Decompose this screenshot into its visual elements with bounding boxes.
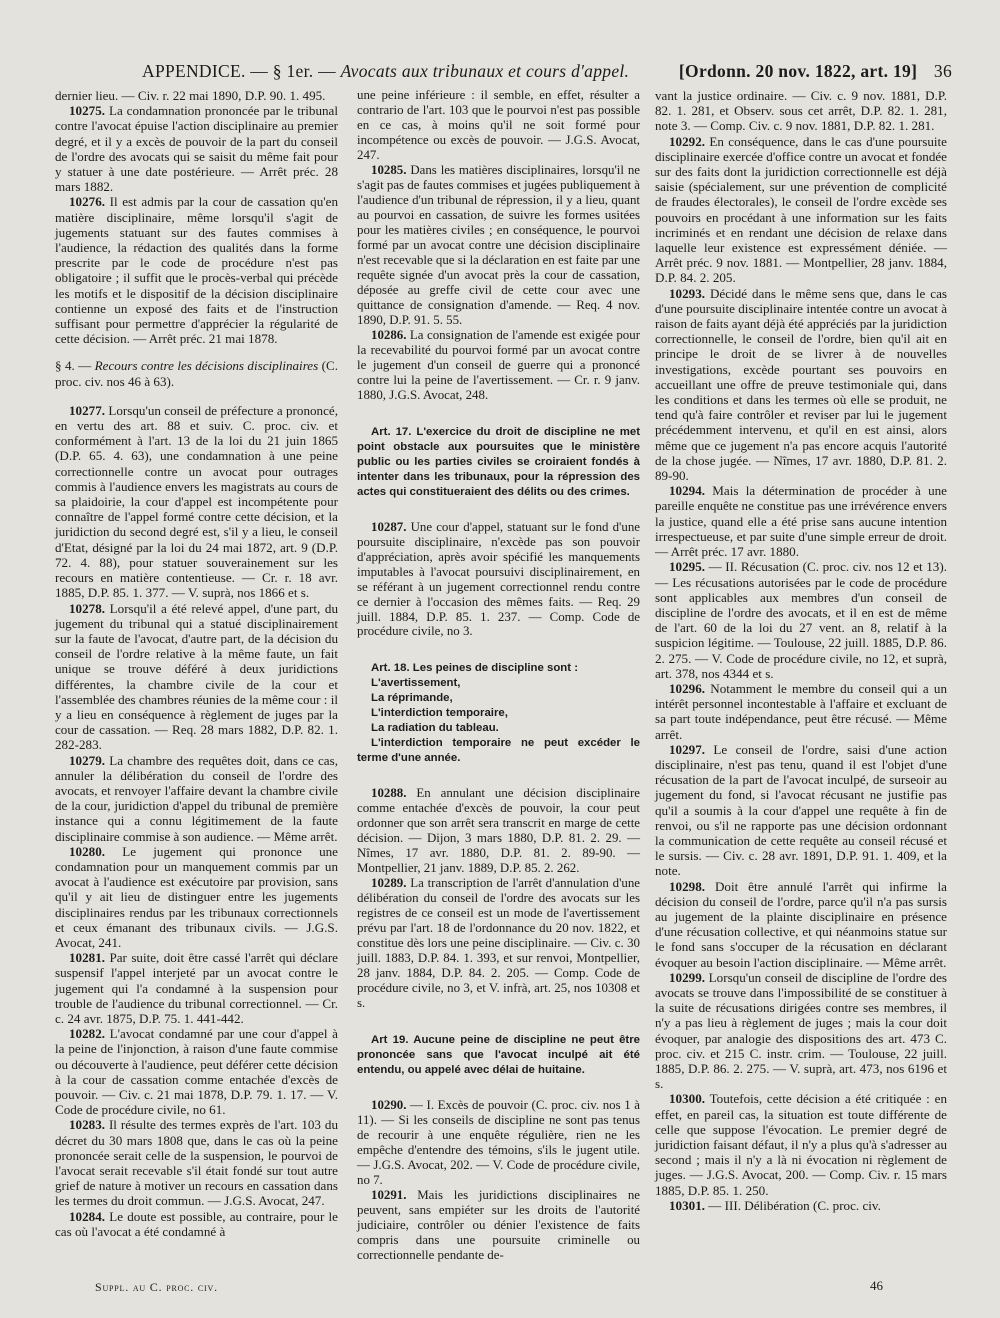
paragraph-group: [655, 88, 947, 1213]
paragraph-number: 10281.: [69, 950, 106, 966]
art18-line: L'avertissement,: [371, 677, 461, 690]
paragraph-number: 10282.: [69, 1026, 106, 1042]
paragraph-number: 10295.: [669, 559, 706, 575]
numbered-paragraph: [655, 681, 947, 742]
page-number: 36: [933, 61, 952, 81]
numbered-paragraph: [55, 88, 338, 103]
paragraph-group: [357, 88, 640, 403]
numbered-paragraph: [655, 970, 947, 1092]
numbered-paragraph: [357, 163, 640, 328]
paragraph-text: Mais les juridictions disciplinaires ne peuvent, sans empiéter sur les droits de l'autorité judiciaire, contrôler ou dénier l'existence de faits compris dans une poursuite criminelle ou correctionnelle pendante de-: [357, 1187, 640, 1262]
paragraph-number: 10276.: [69, 194, 106, 210]
paragraph-group: [357, 786, 640, 1011]
paragraph-text: Dans les matières disciplinaires, lorsqu'il ne s'agit pas de fautes commises et jugées publiquement à l'audience d'un tribunal de répression, il y a lieu, quant au pourvoi en cassation, de suivre les formes usitées pour les matières civiles ; en conséquence, le pourvoi formé par un avocat contre une décision disciplinaire n'est recevable que si la déclaration en est faite par une requête signée d'un avocat près la cour de cassation, déposée au greffe civil de cette cour avec une quittance de consignation d'amende. — Req. 4 nov. 1890, D.P. 91. 5. 55.: [357, 162, 640, 327]
paragraph-text: En annulant une décision disciplinaire comme entachée d'excès de pouvoir, la cour peut ordonner que son arrêt sera transcrit en marge de cette décision. — Dijon, 3 mars 1880, D.P. 81. 2. 29. — Nîmes, 17 avr. 1880, D.P. 81. 2. 89-90. — Montpellier, 21 janv. 1889, D.P. 85. 2. 262.: [357, 786, 640, 876]
numbered-paragraph: [655, 483, 947, 559]
paragraph-text: Il est admis par la cour de cassation qu'en matière disciplinaire, même lorsqu'il s'agit de jugements statuant sur des fautes commises à l'audience, la rédaction des qualités dans la forme prescrite par le code de procédure n'est pas obligatoire ; il suffit que le procès-verbal qui précède les motifs et le dispositif de la décision disciplinaire contienne un exposé des faits et de l'instruction suffisant pour permettre d'apprécier la régularité de cette décision. — Arrêt préc. 21 mai 1878.: [55, 194, 338, 347]
paragraph-text: La condamnation prononcée par le tribunal contre l'avocat épuise l'action disciplinaire au premier degré, et il y a excès de pouvoir de la part du conseil de l'ordre des avocats qui se saisit du même fait pour y statuer à une date postérieure. — Arrêt préc. 28 mars 1882.: [55, 103, 338, 195]
header-citation: [Ordonn. 20 nov. 1822, art. 19]: [678, 61, 918, 81]
header-right: [679, 61, 952, 82]
numbered-paragraph: [655, 134, 947, 286]
numbered-paragraph: [55, 753, 338, 844]
numbered-paragraph: [655, 88, 947, 134]
numbered-paragraph: [357, 88, 640, 163]
paragraph-text: L'avocat condamné par une cour d'appel à la peine de l'injonction, à raison d'une faute commise ou découverte à l'audience, peut déférer cette décision à la cour de cassation comme entachée d'excès de pouvoir. — Civ. c. 21 mai 1878, D.P. 79. 1. 17. — V. Code de procédure civile, no 61.: [55, 1026, 338, 1118]
paragraph-number: 10289.: [371, 876, 407, 891]
paragraph-text: Il résulte des termes exprès de l'art. 103 du décret du 30 mars 1808 que, dans le cas où la peine prononcée serait celle de la suspension, le pourvoi de l'avocat serait recevable s'il était fondé sur tout autre grief de nature à motiver un recours en cassation dans les termes du droit commun. — J.G.S. Avocat, 247.: [55, 1117, 338, 1209]
paragraph-text: Toutefois, cette décision a été critiquée : en effet, en pareil cas, la situation est toute différente de celle que suppose l'évocation. Le premier degré de juridiction faisant défaut, il n'y a plus qu'à s'adresser au second ; mais il n'y a là ni évocation ni règlement de juges. — J.G.S. Avocat, 200. — Comp. Civ. r. 15 mars 1885, D.P. 85. 1. 250.: [655, 1091, 947, 1198]
paragraph-text: La consignation de l'amende est exigée pour la recevabilité du pourvoi formé par un avocat contre le jugement d'un conseil de guerre qui a prononcé contre lui la peine de l'avertissement. — Cr. r. 9 janv. 1880, J.G.S. Avocat, 248.: [357, 327, 640, 402]
numbered-paragraph: [357, 1098, 640, 1188]
footer-left: Suppl. au C. proc. civ.: [95, 1280, 218, 1294]
paragraph-number: 10285.: [371, 162, 407, 177]
paragraph-number: 10278.: [69, 600, 106, 616]
footer-signature: 46: [870, 1278, 883, 1293]
header-appendix: APPENDICE. — § 1er. —: [142, 61, 336, 81]
paragraph-text: Lorsqu'un conseil de discipline de l'ordre des avocats se trouve dans l'impossibilité de se constituer à la suite de récusations dirigées contre ses membres, il n'y a pas lieu à règlement de juges ; mais la cour doit évoquer, par analogie des dispositions des art. 473 C. proc. civ. et 215 C. instr. crim. — Toulouse, 22 juill. 1885, D.P. 86. 2. 275. — V. suprà, art. 473, nos 6196 et s.: [655, 969, 947, 1092]
paragraph-group: [357, 1098, 640, 1263]
paragraph-number: 10287.: [371, 519, 407, 534]
numbered-paragraph: [55, 1209, 338, 1239]
paragraph-number: 10286.: [371, 327, 407, 342]
numbered-paragraph: [357, 520, 640, 640]
paragraph-number: 10279.: [69, 752, 106, 768]
paragraph-number: 10284.: [69, 1208, 106, 1224]
paragraph-number: 10277.: [69, 402, 106, 418]
paragraph-number: 10301.: [669, 1197, 706, 1213]
section-heading: § 4. — Recours contre les décisions disciplinaires (C. proc. civ. nos 46 à 63).: [55, 358, 338, 389]
paragraph-text: Décidé dans le même sens que, dans le cas d'une poursuite disciplinaire intentée contre un avocat à raison de faits ayant déjà été appréciés par la juridiction correctionnelle, le conseil de l'ordre, bien qu'il ait en principe le droit de se livrer à de nouvelles investigations, excède pourtant ses pouvoirs en accueillant une offre de preuve testimoniale qui, dans les conditions et dans les termes où elle se produit, ne tend qu'à faire contrôler et reviser par lui le jugement précédemment intervenu, et qu'il en est ainsi, alors même que ce jugement n'a pas encore acquis l'autorité de la chose jugée. — Nîmes, 17 avr. 1880, D.P. 81. 2. 89-90.: [655, 285, 947, 484]
column-right: [655, 88, 947, 1213]
numbered-paragraph: [55, 1026, 338, 1117]
numbered-paragraph: [357, 328, 640, 403]
paragraph-number: 10294.: [669, 483, 706, 499]
article-17: Art. 17. L'exercice du droit de discipline ne met point obstacle aux poursuites que le ministère public ou les parties civiles se croiraient fondés à intenter dans les tribunaux, pour la répression des actes qui constitueraient des délits ou des crimes.: [357, 425, 640, 498]
paragraph-text: — I. Excès de pouvoir (C. proc. civ. nos 1 à 11). — Si les conseils de discipline ne sont pas tenus de recourir à une enquête régulière, rien ne les empêche d'entendre des témoins, s'ils le jugent utile. — J.G.S. Avocat, 202. — V. Code de procédure civile, no 7.: [357, 1098, 640, 1187]
numbered-paragraph: [655, 1198, 947, 1213]
header-italic-title: Avocats aux tribunaux et cours d'appel.: [340, 61, 630, 81]
paragraph-text: Une cour d'appel, statuant sur le fond d'une poursuite disciplinaire, n'excède pas son pouvoir d'appréciation, après avoir spécifié les manquements imputables à l'avocat poursuivi disciplinairement, en se référant à un jugement correctionnel rendu contre ce dernier à l'occasion des mêmes faits. — Req. 29 juill. 1884, D.P. 85. 1. 237. — Comp. Code de procédure civile, no 3.: [357, 519, 640, 639]
paragraph-text: Le jugement qui prononce une condamnation pour un manquement commis par un avocat à l'audience est exécutoire par provision, sans qu'il y ait lieu de distinguer entre les jugements disciplinaires rendus par les tribunaux correctionnels et ceux émanant des tribunaux civils. — J.G.S. Avocat, 241.: [55, 843, 338, 950]
paragraph-number: 10298.: [669, 878, 706, 894]
paragraph-number: 10300.: [669, 1091, 706, 1107]
paragraph-number: 10291.: [371, 1187, 407, 1202]
numbered-paragraph: [55, 1117, 338, 1208]
paragraph-number: 10283.: [69, 1117, 106, 1133]
paragraph-text: — III. Délibération (C. proc. civ.: [705, 1197, 881, 1213]
paragraph-text: Le doute est possible, au contraire, pour le cas où l'avocat a été condamné à: [55, 1208, 338, 1239]
paragraph-text: une peine inférieure : il semble, en effet, résulter a contrario de l'art. 103 que le pourvoi n'est pas possible en ce cas, à moins qu'il ne soit formé pour incompétence ou excès de pouvoir. — J.G.S. Avocat, 247.: [357, 88, 640, 162]
paragraph-text: La transcription de l'arrêt d'annulation d'une délibération du conseil de l'ordre des avocats sur les registres de ce conseil est un mode de l'avertissement prévu par l'art. 18 de l'ordonnance du 20 nov. 1822, et constitue dès lors une peine disciplinaire. — Civ. c. 30 juill. 1883, D.P. 84. 1. 393, et sur renvoi, Montpellier, 28 janv. 1884, D.P. 84. 2. 205. — Comp. Code de procédure civile, no 3, et V. infrà, art. 25, nos 10308 et s.: [357, 876, 640, 1011]
art18-line: La réprimande,: [371, 692, 453, 705]
paragraph-text: En conséquence, dans le cas d'une poursuite disciplinaire exercée d'office contre un avocat et fondée sur des faits dont la juridiction correctionnelle est déjà saisie (spécialement, sur une prévention de complicité de fraudes électorales), le conseil de l'ordre excède ses pouvoirs en procédant à une information sur les faits incriminés et en rendant une décision de relaxe dans laquelle leur existence est expressément déniée. — Arrêt préc. 9 nov. 1881. — Montpellier, 28 janv. 1884, D.P. 84. 2. 205.: [655, 133, 947, 286]
paragraph-number: 10290.: [371, 1098, 407, 1113]
paragraph-number: 10292.: [669, 133, 706, 149]
paragraph-number: 10288.: [371, 786, 407, 801]
paragraph-text: dernier lieu. — Civ. r. 22 mai 1890, D.P. 90. 1. 495.: [55, 88, 326, 103]
paragraph-text: Notamment le membre du conseil qui a un intérêt personnel incontestable à l'affaire et excluant de sa part toute indépendance, peut être récusé. — Même arrêt.: [655, 680, 947, 742]
paragraph-number: 10297.: [669, 741, 706, 757]
numbered-paragraph: [55, 601, 338, 753]
paragraph-text: Lorsqu'il a été relevé appel, d'une part, du jugement du tribunal qui a statué disciplinairement sur la faute de l'avocat, d'autre part, de la décision du conseil de l'ordre relative à la même faute, un fait unique se trouve déféré à deux juridictions différentes, la chambre civile de la cour et l'assemblée des chambres réunies de la même cour : il y a lieu en conséquence à règlement de juges par la cour de cassation. — Req. 28 mars 1882, D.P. 82. 1. 282-283.: [55, 600, 338, 753]
art18-line: La radiation du tableau.: [371, 722, 499, 735]
article-19: Art 19. Aucune peine de discipline ne peut être prononcée sans que l'avocat inculpé ait été entendu, ou appelé avec délai de huitaine.: [357, 1034, 640, 1077]
paragraph-text: Par suite, doit être cassé l'arrêt qui déclare suspensif l'appel interjeté par un avocat contre le jugement qui l'a condamné à la suspension pour trouble de l'audience du tribunal correctionnel. — Cr. c. 24 avr. 1875, D.P. 75. 1. 441-442.: [55, 950, 338, 1026]
paragraph-group: [55, 88, 338, 346]
numbered-paragraph: [357, 1188, 640, 1263]
numbered-paragraph: [55, 844, 338, 950]
numbered-paragraph: [655, 742, 947, 879]
paragraph-text: La chambre des requêtes doit, dans ce cas, annuler la délibération du conseil de l'ordre des avocats, et renvoyer l'affaire devant la chambre civile de la cour, juridiction d'appel du tribunal de première instance qui a connu légitimement de la faute disciplinaire commise à son audience. — Même arrêt.: [55, 752, 338, 844]
paragraph-text: vant la justice ordinaire. — Civ. c. 9 nov. 1881, D.P. 82. 1. 281, et Observ. sous cet arrêt, D.P. 82. 1. 281, note 3. — Comp. Civ. c. 9 nov. 1881, D.P. 82. 1. 281.: [655, 88, 947, 134]
article-18: Art. 18. Les peines de discipline sont : L'avertissement, La réprimande, L'interdiction temporaire, La radiation du tableau. L'interdiction temporaire ne peut excéder le terme d'une année.: [357, 662, 640, 765]
paragraph-text: Le conseil de l'ordre, saisi d'une action disciplinaire, n'est pas tenu, quand il est l'objet d'une récusation de la part de l'avocat inculpé, de surseoir au jugement du fond, si l'avocat récusant ne justifie pas qu'il a soumis à la cour d'appel une requête à fin de renvoi, ou s'il ne rapporte pas une décision ordonnant la communication de cette requête au conseil récusé et le sursis. — Civ. c. 28 avr. 1891, D.P. 91. 1. 409, et la note.: [655, 741, 947, 879]
paragraph-text: Mais la détermination de procéder à une pareille enquête ne constitue pas une irrévérence envers la justice, quand elle a été prise sans aucune intention irrespectueuse, et par suite d'une simple erreur de droit. — Arrêt préc. 17 avr. 1880.: [655, 483, 947, 560]
paragraph-number: 10296.: [669, 680, 706, 696]
numbered-paragraph: [655, 286, 947, 484]
art18-line: L'interdiction temporaire,: [371, 707, 508, 720]
column-left: [55, 88, 338, 1239]
numbered-paragraph: [357, 786, 640, 876]
column-middle: [357, 88, 640, 1263]
running-header: [142, 52, 952, 82]
paragraph-number: 10299.: [669, 969, 706, 985]
numbered-paragraph: [55, 194, 338, 346]
numbered-paragraph: [55, 950, 338, 1026]
numbered-paragraph: [357, 876, 640, 1011]
paragraph-number: 10275.: [69, 103, 106, 119]
numbered-paragraph: [655, 1091, 947, 1197]
paragraph-group: [55, 403, 338, 1239]
header-left: [142, 61, 629, 82]
paragraph-text: — II. Récusation (C. proc. civ. nos 12 et 13). — Les récusations autorisées par le code de procédure sont applicables aux membres d'un conseil de discipline de l'ordre des avocats, et il en est de même de l'art. 60 de la loi du 27 vent. an 8, relatif à la suspicion légitime. — Toulouse, 22 juill. 1885, D.P. 86. 2. 275. — V. Code de procédure civile, no 12, et suprà, art. 378, nos 4344 et s.: [655, 559, 947, 681]
paragraph-text: Doit être annulé l'arrêt qui infirme la décision du conseil de l'ordre, parce qu'il n'a pas sursis au jugement de la plainte disciplinaire en présence d'une récusation collective, et qui néanmoins statue sur le fond sans s'occuper de la récusation en déclarant évoquer au besoin l'action disciplinaire. — Même arrêt.: [655, 878, 947, 970]
numbered-paragraph: [55, 403, 338, 601]
numbered-paragraph: [655, 879, 947, 970]
numbered-paragraph: [55, 103, 338, 194]
paragraph-group: [357, 520, 640, 640]
numbered-paragraph: [655, 559, 947, 681]
paragraph-text: Lorsqu'un conseil de préfecture a prononcé, en vertu des art. 88 et suiv. C. proc. civ. et conformément à l'art. 13 de la loi du 21 juin 1865 (D.P. 65. 4. 63), une condamnation à une peine correctionnelle contre un avocat pour outrages commis à l'audience envers les magistrats au cours de sa plaidoirie, la cour d'appel est incompétente pour connaître de l'appel formé contre cette décision, et la juridiction du second degré est, s'il y a lieu, le conseil d'Etat, désigné par la loi du 24 mai 1872, art. 9 (D.P. 72. 4. 88), pour statuer souverainement sur les recours en matière contentieuse. — Cr. r. 18 avr. 1885, D.P. 85. 1. 377. — V. suprà, nos 1866 et s.: [55, 402, 338, 601]
paragraph-number: 10293.: [669, 285, 706, 301]
paragraph-number: 10280.: [69, 843, 106, 859]
